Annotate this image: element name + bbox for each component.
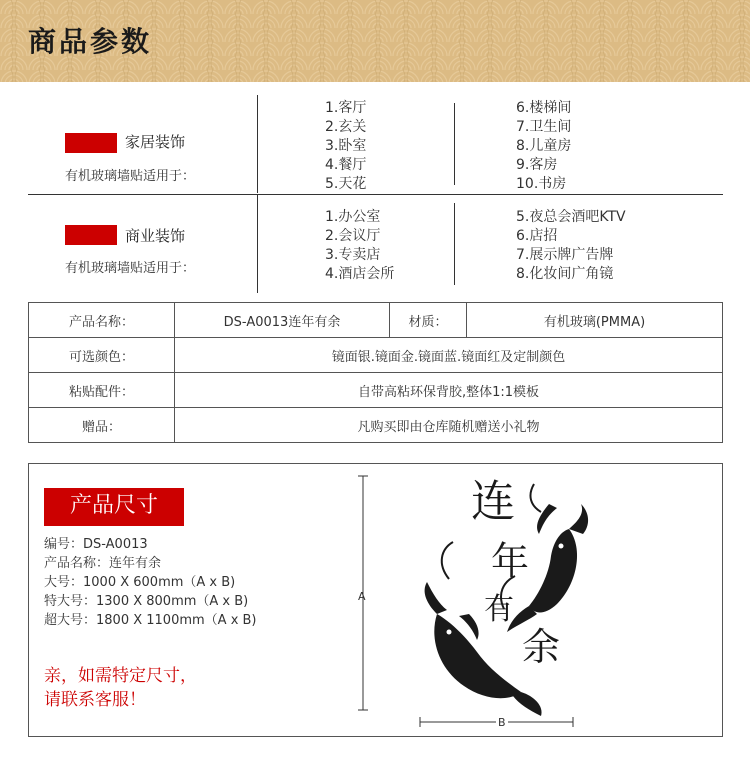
list-item: 1.办公室 (325, 209, 381, 225)
accessories-value: 自带高粘环保背胶,整体1:1模板 (175, 373, 723, 408)
product-artwork (29, 464, 722, 736)
name-label: 产品名称： (29, 303, 175, 338)
usage-section (28, 95, 723, 293)
calligraphy-char-3: 有 (484, 592, 514, 627)
list-item: 5.天花 (325, 176, 367, 192)
list-item: 10.书房 (516, 176, 567, 192)
table-row (29, 408, 723, 443)
accessories-label: 粘贴配件： (29, 373, 175, 408)
material-label: 材质： (390, 303, 467, 338)
list-item: 8.化妆间广角镜 (516, 266, 614, 282)
table-row (29, 303, 723, 338)
list-item: 2.会议厅 (325, 228, 381, 244)
home-category-label: 家居装饰 (125, 133, 186, 151)
list-item: 6.楼梯间 (516, 100, 572, 116)
dimension-a-label: A (358, 590, 366, 603)
list-item: 3.专卖店 (325, 247, 381, 263)
product-name: 产品名称：连年有余 (44, 556, 162, 571)
list-item: 7.展示牌广告牌 (516, 247, 614, 263)
product-code: 编号：DS-A0013 (44, 537, 148, 552)
table-row (29, 338, 723, 373)
list-item: 5.夜总会酒吧KTV (516, 209, 626, 225)
spec-table (28, 302, 723, 443)
material-value: 有机玻璃(PMMA) (467, 303, 723, 338)
size-xlarge: 特大号：1300 X 800mm（A x B) (44, 594, 249, 609)
list-item: 8.儿童房 (516, 138, 572, 154)
commercial-list-1 (325, 208, 394, 284)
colors-label: 可选颜色： (29, 338, 175, 373)
list-item: 7.卫生间 (516, 119, 572, 135)
name-value: DS-A0013连年有余 (175, 303, 390, 338)
list-item: 1.客厅 (325, 100, 367, 116)
calligraphy-char-1: 连 (471, 476, 515, 527)
calligraphy-char-2: 年 (491, 539, 530, 583)
list-item: 4.餐厅 (325, 157, 367, 173)
home-list-2 (516, 99, 571, 194)
header-banner (0, 0, 750, 82)
home-divider-2 (454, 103, 455, 185)
gift-value: 凡购买即由仓库随机赠送小礼物 (175, 408, 723, 443)
commercial-color-swatch (65, 225, 117, 245)
commercial-list-2 (516, 208, 626, 284)
size-title: 产品尺寸 (44, 488, 184, 524)
commercial-category-label: 商业装饰 (125, 227, 186, 245)
calligraphy-char-4: 余 (522, 625, 561, 669)
home-list-1 (325, 99, 366, 194)
home-category-sub: 有机玻璃墙贴适用于： (65, 169, 196, 184)
list-item: 9.客房 (516, 157, 558, 173)
home-color-swatch (65, 133, 117, 153)
list-item: 3.卧室 (325, 138, 367, 154)
note-line-2: 请联系客服！ (44, 690, 146, 710)
size-section (28, 463, 723, 737)
commercial-divider-1 (257, 195, 258, 293)
list-item: 2.玄关 (325, 119, 367, 135)
commercial-category-sub: 有机玻璃墙贴适用于： (65, 261, 196, 276)
list-item: 4.酒店会所 (325, 266, 395, 282)
size-xxlarge: 超大号：1800 X 1100mm（A x B) (44, 613, 257, 628)
dimension-b-label: B (498, 716, 506, 729)
colors-value: 镜面银.镜面金.镜面蓝.镜面红及定制颜色 (175, 338, 723, 373)
home-divider-1 (257, 95, 258, 193)
gift-label: 赠品： (29, 408, 175, 443)
table-row (29, 373, 723, 408)
page-title: 商品参数 (28, 25, 153, 58)
note-line-1: 亲，如需特定尺寸， (44, 666, 197, 686)
list-item: 6.店招 (516, 228, 558, 244)
commercial-divider-2 (454, 203, 455, 285)
size-large: 大号：1000 X 600mm（A x B) (44, 575, 236, 590)
